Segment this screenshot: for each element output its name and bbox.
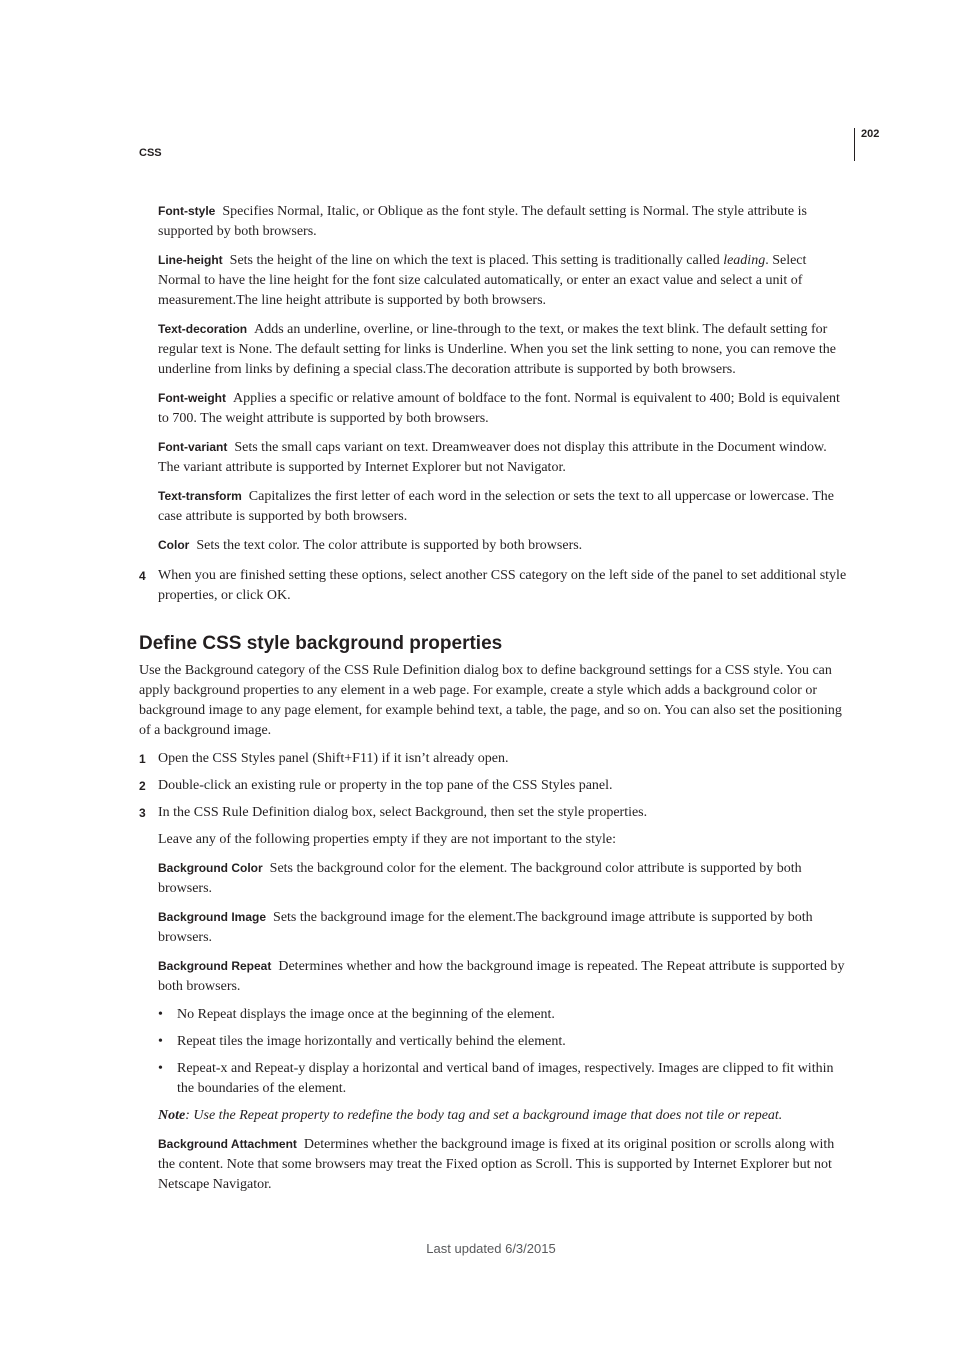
definition-background-repeat xyxy=(158,956,851,997)
term: Text-transform xyxy=(158,489,242,503)
definition-background-color xyxy=(158,858,851,899)
term: Font-style xyxy=(158,204,216,218)
page-content xyxy=(139,201,851,1203)
page-number: 202 xyxy=(861,128,880,140)
term: Background Image xyxy=(158,910,267,924)
step-number: 1 xyxy=(139,752,146,766)
term: Background Repeat xyxy=(158,959,272,973)
definition-font-style xyxy=(158,201,851,242)
definition-text: Sets the text color. The color attribute is supported by both browsers. xyxy=(196,538,583,553)
definition-line-height xyxy=(158,250,851,311)
note xyxy=(158,1106,851,1126)
term: Color xyxy=(158,538,190,552)
step-text: In the CSS Rule Definition dialog box, select Background, then set the style properties. xyxy=(158,805,648,820)
note-label: Note xyxy=(158,1108,186,1123)
step-text: Open the CSS Styles panel (Shift+F11) if it isn’t already open. xyxy=(158,751,509,766)
section-heading: Define CSS style background properties xyxy=(139,633,503,654)
list-item-text: Repeat-x and Repeat-y display a horizontal and vertical band of images, respectively. Images are clipped to fit within the boundaries of the element. xyxy=(177,1061,834,1096)
term: Line-height xyxy=(158,253,223,267)
definition-text: Sets the height of the line on which the text is placed. This setting is traditionally called xyxy=(229,253,724,268)
term: Font-weight xyxy=(158,391,226,405)
list-item-text: Repeat tiles the image horizontally and vertically behind the element. xyxy=(177,1034,566,1049)
definition-text: Capitalizes the first letter of each word in the selection or sets the text to all uppercase or lowercase. The case attribute is supported by both browsers. xyxy=(158,489,834,524)
definition-text: Adds an underline, overline, or line-through to the text, or makes the text blink. The default setting for regular text is None. The default setting for links is Underline. When you set the link setting to none, you can remove the underline from links by defining a special class.The decoration attribute is supported by both browsers. xyxy=(158,322,836,377)
bullet-glyph: • xyxy=(158,1034,163,1049)
definition-color xyxy=(158,535,851,556)
definition-background-attachment xyxy=(158,1134,851,1195)
step-text: When you are finished setting these options, select another CSS category on the left side of the panel to set additional style properties, or click OK. xyxy=(158,568,847,603)
bullet-glyph: • xyxy=(158,1007,163,1022)
definition-text: Determines whether and how the background image is repeated. The Repeat attribute is supported by both browsers. xyxy=(158,959,845,994)
definition-text: Sets the background color for the element. The background color attribute is supported by both browsers. xyxy=(158,861,802,896)
definition-font-variant xyxy=(158,437,851,478)
list-item xyxy=(158,1005,851,1025)
term: Background Attachment xyxy=(158,1137,297,1151)
term: Background Color xyxy=(158,861,263,875)
term: Font-variant xyxy=(158,440,228,454)
step-2 xyxy=(139,776,851,796)
list-item xyxy=(158,1032,851,1052)
step-number: 3 xyxy=(139,806,146,820)
definition-text-decoration xyxy=(158,319,851,380)
definition-font-weight xyxy=(158,388,851,429)
list-item-text: No Repeat displays the image once at the beginning of the element. xyxy=(177,1007,555,1022)
bullet-glyph: • xyxy=(158,1061,163,1076)
emphasis: leading xyxy=(723,253,766,268)
list-item xyxy=(158,1059,851,1099)
step-text: Double-click an existing rule or property in the top pane of the CSS Styles panel. xyxy=(158,778,613,793)
definition-text: Specifies Normal, Italic, or Oblique as the font style. The default setting is Normal. The style attribute is supported by both browsers. xyxy=(158,204,807,239)
step-1 xyxy=(139,749,851,769)
section-intro: Use the Background category of the CSS Rule Definition dialog box to define background settings for a CSS style. You can apply background properties to any element in a web page. For example, create a style which adds a background color or background image to any page element, for example behind text, a table, the page, and so on. You can also set the positioning of a background image. xyxy=(139,663,842,738)
footer-last-updated: Last updated 6/3/2015 xyxy=(426,1241,556,1256)
note-text: : Use the Repeat property to redefine the body tag and set a background image that does not tile or repeat. xyxy=(185,1108,783,1123)
step-4 xyxy=(139,566,851,606)
definition-text-transform xyxy=(158,486,851,527)
term: Text-decoration xyxy=(158,322,248,336)
step-number: 4 xyxy=(139,569,146,583)
definition-text: Sets the small caps variant on text. Dreamweaver does not display this attribute in the Document window. The variant attribute is supported by Internet Explorer but not Navigator. xyxy=(158,440,827,475)
definition-background-image xyxy=(158,907,851,948)
step-number: 2 xyxy=(139,779,146,793)
page-number-rule xyxy=(854,128,855,161)
step-3 xyxy=(139,803,851,823)
definition-text: Applies a specific or relative amount of boldface to the font. Normal is equivalent to 400; Bold is equivalent to 700. The weight attribute is supported by both browsers. xyxy=(158,391,840,426)
running-header: CSS xyxy=(139,147,162,159)
definition-text: . Select Normal to have the line height for the font size calculated automatically, or enter an exact value and select a unit of measurement.The line height attribute is supported by both browsers. xyxy=(158,253,807,308)
definition-text: Sets the background image for the element.The background image attribute is supported by both browsers. xyxy=(158,910,813,945)
definition-text: Determines whether the background image is fixed at its original position or scrolls along with the content. Note that some browsers may treat the Fixed option as Scroll. This is supported by Internet Explorer but not Netscape Navigator. xyxy=(158,1137,835,1192)
leave-empty-text: Leave any of the following properties empty if they are not important to the style: xyxy=(158,832,616,847)
